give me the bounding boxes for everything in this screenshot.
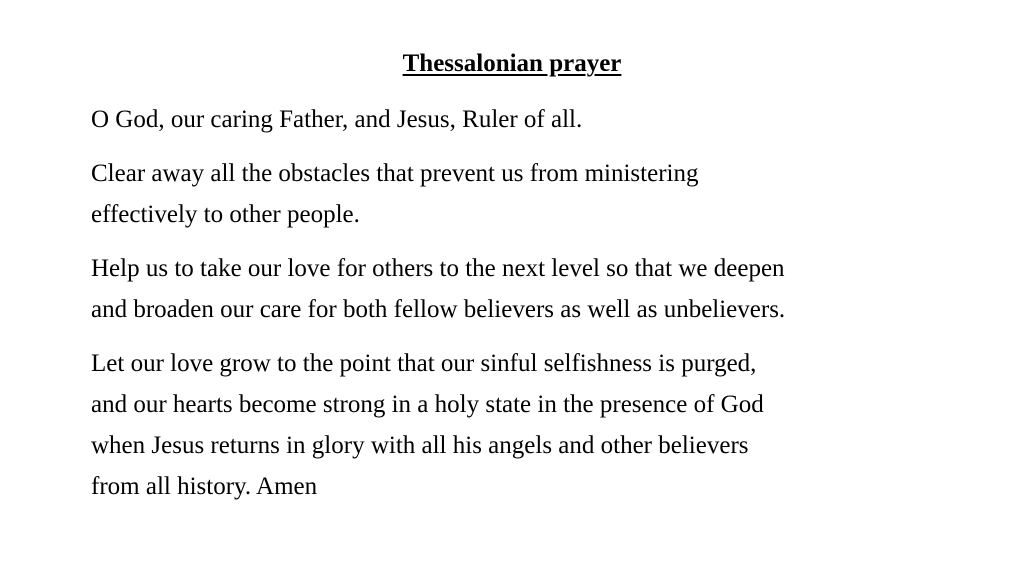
paragraph-love bbox=[91, 248, 971, 330]
text-line: when Jesus returns in glory with all his angels and other believers bbox=[91, 432, 749, 459]
paragraph-obstacles bbox=[91, 153, 971, 235]
text-line: from all history. Amen bbox=[91, 473, 318, 500]
prayer-title: Thessalonian prayer bbox=[402, 50, 622, 77]
paragraph-closing bbox=[91, 343, 971, 507]
text-line: and broaden our care for both fellow believers as well as unbelievers. bbox=[91, 296, 786, 323]
text-line: Clear away all the obstacles that prevent us from ministering bbox=[91, 160, 699, 187]
text-line: Help us to take our love for others to the next level so that we deepen bbox=[91, 255, 785, 282]
prayer-body bbox=[91, 99, 971, 520]
text-line: Let our love grow to the point that our sinful selfishness is purged, bbox=[91, 350, 757, 377]
text-line: O God, our caring Father, and Jesus, Ruler of all. bbox=[91, 106, 583, 133]
text-line: and our hearts become strong in a holy state in the presence of God bbox=[91, 391, 764, 418]
paragraph-invocation bbox=[91, 99, 971, 140]
text-line: effectively to other people. bbox=[91, 201, 360, 228]
